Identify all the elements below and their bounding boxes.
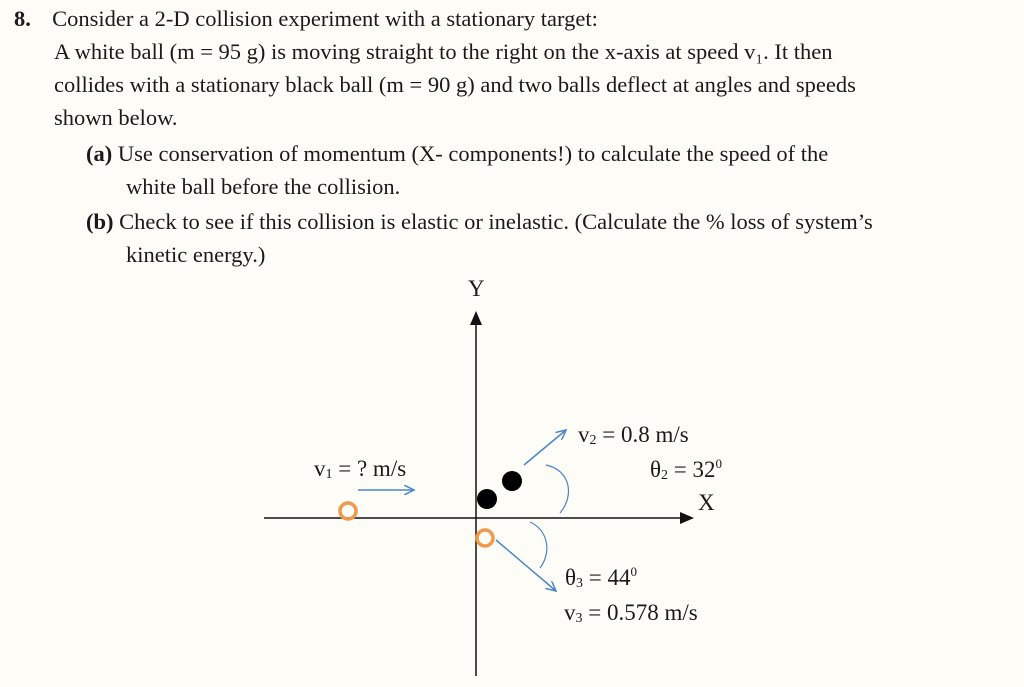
part-b-line-2: kinetic energy.) <box>126 242 266 267</box>
theta2-symbol: θ <box>650 457 662 482</box>
theta3-symbol: θ <box>565 565 577 590</box>
part-a-text: Use conservation of momentum (X- components!) to calculate the speed of the <box>117 141 829 166</box>
v1-symbol: v <box>314 456 326 481</box>
part-b-text: Check to see if this collision is elastic or inelastic. (Calculate the % loss of system’s <box>119 209 873 234</box>
v2-value: = 0.8 m/s <box>596 422 689 447</box>
v1-label <box>314 457 406 482</box>
theta3-arc <box>530 522 547 568</box>
black-ball-final <box>502 471 522 491</box>
part-b-label: (b) <box>86 209 114 234</box>
problem-body-line-1: A white ball (m = 95 g) is moving straight to the right on the x-axis at speed v₁. It then <box>54 39 833 64</box>
v3-symbol: v <box>564 600 576 625</box>
v3-subscript: 3 <box>575 611 583 626</box>
theta3-degree: 0 <box>630 564 638 579</box>
part-a-label: (a) <box>86 141 113 166</box>
problem-number: 8. <box>14 6 31 31</box>
x-axis-label: X <box>698 490 715 515</box>
v1-subscript: 1 <box>325 467 333 482</box>
problem-body-line-3: shown below. <box>54 105 178 130</box>
theta2-arc <box>546 465 568 513</box>
problem-body-line-2: collides with a stationary black ball (m = 90 g) and two balls deflect at angles and speeds <box>54 72 856 97</box>
theta3-value: = 44 <box>583 565 631 590</box>
theta2-subscript: 2 <box>661 468 669 483</box>
x-axis-arrowhead <box>680 512 694 524</box>
v2-subscript: 2 <box>589 433 597 448</box>
theta3-label <box>565 565 637 591</box>
y-axis-label: Y <box>468 276 485 301</box>
v2-arrow <box>524 430 566 465</box>
problem-intro: Consider a 2-D collision experiment with a stationary target: <box>52 6 598 31</box>
v3-label <box>564 601 698 626</box>
part-a-line-2: white ball before the collision. <box>126 174 401 199</box>
theta3-subscript: 3 <box>576 576 584 591</box>
v1-value: = ? m/s <box>332 456 407 481</box>
y-axis-arrowhead <box>470 311 482 325</box>
theta2-degree: 0 <box>715 456 723 471</box>
theta2-label <box>650 457 722 483</box>
v2-symbol: v <box>578 422 590 447</box>
v2-label <box>578 423 689 448</box>
v3-value: = 0.578 m/s <box>582 600 698 625</box>
white-ball-initial <box>340 503 356 519</box>
theta2-value: = 32 <box>668 457 716 482</box>
black-ball-initial <box>477 489 497 509</box>
white-ball-final <box>477 530 493 546</box>
